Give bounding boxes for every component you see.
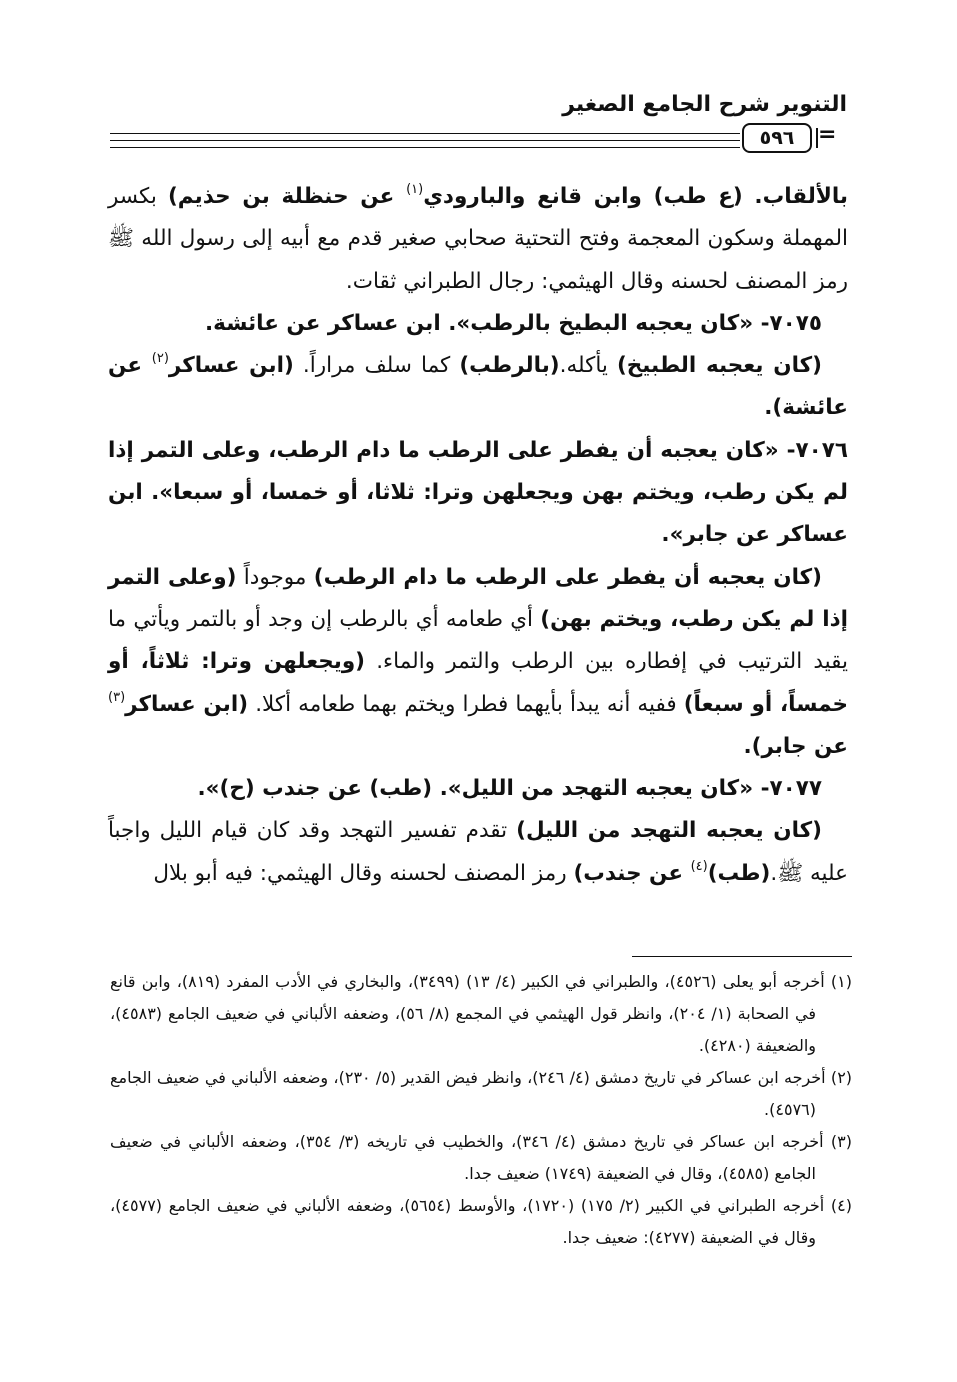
bold-span: (طب)	[707, 860, 771, 886]
commentary-7077	[108, 810, 848, 895]
footnote-2: (٢) أخرجه ابن عساكر في تاريخ دمشق (٤/ ٢٤٦)، وانظر فيض القدير (٥/ ٢٣٠)، وضعفه الألباني في ضعيف الجامع (٤٥٧٦).	[110, 1068, 853, 1119]
commentary-7076	[108, 557, 848, 768]
page-number: ٥٩٦	[742, 123, 812, 153]
text-span: أي طعامه أي بالرطب إن وجد أو بالتمر ويأتي ما يقيد الترتيب في إفطاره بين الرطب والتمر والماء.	[108, 606, 849, 675]
bold-span: (ابن عساكر	[168, 353, 294, 379]
main-text	[108, 176, 848, 895]
bold-span: (كان يعجبه التهجد من الليل)	[516, 818, 822, 844]
text-span: موجوداً	[236, 564, 314, 590]
text-span: تقدم تفسير التهجد وقد كان قيام الليل واجباً عليه ﷺ.	[108, 818, 848, 886]
hadith-7076: ٧٠٧٦- «كان يعجبه أن يفطر على الرطب ما دام الرطب، وعلى التمر إذا لم يكن رطب، ويختم بهن ويجعلهن وترا: ثلاثا، أو خمسا، أو سبعا». ابن عساكر عن جابر».	[108, 437, 848, 548]
footnote-1: (١) أخرجه أبو يعلى (٤٥٢٦)، والطبراني في الكبير (٤/ ١٣) (٣٤٩٩)، والبخاري في الأدب المفرد (٨١٩)، وابن قانع في الصحابة (١/ ٢٠٤)، وانظر قول الهيثمي في المجمع (٨/ ٥٦)، وضعفه الألباني في ضعيف الجامع (٤٥٨٣)، والضعيفة (٤٢٨٠).	[110, 972, 853, 1055]
text-span: كما سلف مراراً.	[293, 353, 460, 379]
running-title: التنوير شرح الجامع الصغير	[562, 92, 847, 117]
header-rule	[110, 133, 740, 134]
footnote-3: (٣) أخرجه ابن عساكر في تاريخ دمشق (٤/ ٣٤٦)، والخطيب في تاريخه (٣/ ٣٥٤)، وضعفه الألباني في ضعيف الجامع (٤٥٨٥)، وقال في الضعيفة (١٧٤٩) ضعيف جدا.	[110, 1132, 852, 1183]
commentary-7075	[108, 345, 848, 430]
bold-span: (ابن عساكر	[125, 691, 249, 717]
bold-span: عن جابر).	[743, 733, 848, 759]
hadith-7077: ٧٠٧٧- «كان يعجبه التهجد من الليل». (طب) عن جندب (ح)».	[197, 776, 822, 802]
footnote-divider	[632, 956, 852, 957]
header-rule	[110, 147, 740, 148]
text-span: بكسر المهملة وسكون المعجمة وفتح التحتية صحابي صغير قدم مع أبيه إلى رسول الله ﷺ رمز المصنف لحسنه وقال الهيثمي: رجال الطبراني ثقات.	[108, 184, 848, 294]
footnotes	[110, 966, 852, 1254]
bold-span: (كان يعجبه الطبيخ)	[616, 353, 822, 379]
footnote-ref[interactable]: (١)	[406, 182, 424, 197]
bold-span: عن حنظلة بن حذيم)	[167, 184, 407, 209]
header-rule	[110, 140, 740, 141]
bold-span: عن جندب)	[573, 860, 691, 886]
bold-span: (وعلى التمر إذا لم يكن رطب، ويختم بهن)	[108, 564, 848, 632]
bold-span: (كان يعجبه أن يفطر على الرطب ما دام الرطب)	[313, 564, 822, 590]
footnote-4: (٤) أخرجه الطبراني في الكبير (٢/ ١٧٥) (١٧٢٠)، والأوسط (٥٦٥٤)، وضعفه الألباني في ضعيف الجامع (٤٥٧٧)، وقال في الضعيفة (٤٢٧٧): ضعيف جدا.	[110, 1196, 852, 1247]
paragraph	[108, 176, 848, 303]
page-marker: =	[818, 122, 837, 147]
hadith-7075: ٧٠٧٥- «كان يعجبه البطيخ بالرطب». ابن عساكر عن عائشة.	[205, 310, 822, 336]
bold-span: (بالرطب)	[459, 353, 560, 379]
bold-span: بالألقاب. (ع طب) وابن قانع والبارودي	[423, 184, 848, 209]
footnote-ref[interactable]: (٤)	[690, 858, 708, 874]
text-span: رمز المصنف لحسنه وقال الهيثمي: فيه أبو بلال	[153, 860, 574, 886]
footnote-ref[interactable]: (٢)	[151, 351, 169, 367]
bold-span: عن عائشة).	[108, 353, 848, 421]
text-span: يأكله.	[559, 353, 617, 379]
bold-span: (ويجعلهن وترا: ثلاثاً، أو خمساً، أو سبعاً)	[108, 649, 849, 717]
footnote-ref[interactable]: (٣)	[108, 689, 126, 705]
text-span: ففيه أنه يبدأ بأيهما فطرا ويختم بهما طعامه أكلا.	[248, 691, 684, 717]
